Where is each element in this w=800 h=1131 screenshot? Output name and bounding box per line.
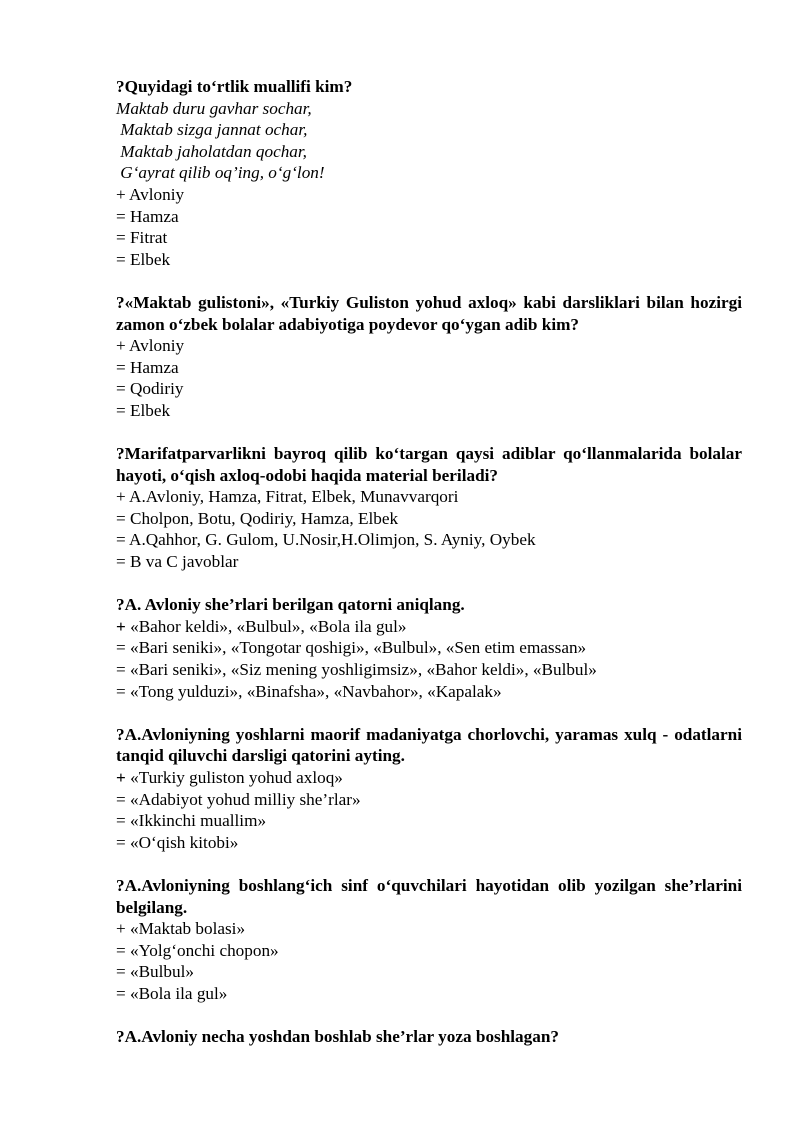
answer-text: «Ikkinchi muallim» [130, 811, 267, 831]
answer-marker: = [116, 508, 130, 528]
answer-marker: + [116, 336, 130, 356]
answer-option [116, 378, 742, 400]
answer-option [116, 357, 742, 379]
answer-text: «Tong yulduzi», «Binafsha», «Navbahor», «Kapalak» [130, 681, 502, 701]
answer-option [116, 637, 742, 659]
answer-option [116, 983, 742, 1005]
answer-text: «Bola ila gul» [130, 983, 228, 1003]
question-block [116, 292, 742, 422]
answer-text: Qodiriy [130, 379, 184, 399]
answer-marker: + [116, 768, 131, 787]
answer-text: «Adabiyot yohud milliy she’rlar» [130, 789, 361, 809]
answer-marker: = [116, 789, 130, 809]
answer-option [116, 961, 742, 983]
question-text: ?A.Avloniyning yoshlarni maorif madaniyatga chorlovchi, yaramas xulq - odatlarni tanqid qiluvchi darsligi qatorini ayting. [116, 724, 742, 766]
answer-text: «Bari seniki», «Siz mening yoshligimsiz», «Bahor keldi», «Bulbul» [130, 660, 597, 680]
answer-text: Hamza [130, 206, 179, 226]
answer-option [116, 551, 742, 573]
answer-marker: = [116, 962, 130, 982]
answer-text: «Yolg‘onchi chopon» [130, 940, 279, 960]
answer-text: «Bari seniki», «Tongotar qoshigi», «Bulbul», «Sen etim emassan» [130, 638, 587, 658]
answer-marker: = [116, 638, 130, 658]
answer-option [116, 529, 742, 551]
verse-line: Maktab jaholatdan qochar, [116, 141, 307, 161]
answer-marker: + [116, 616, 131, 636]
answer-option [116, 810, 742, 832]
question-text: ?«Maktab gulistoni», «Turkiy Guliston yohud axloq» kabi darsliklari bilan hozirgi zamon o‘zbek bolalar adabiyotiga poydevor qo‘ygan adib kim? [116, 292, 742, 334]
answer-option [116, 681, 742, 703]
answer-text: «O‘qish kitobi» [130, 832, 239, 852]
answer-text: A.Avloniy, Hamza, Fitrat, Elbek, Munavvarqori [129, 487, 459, 507]
question-block [116, 875, 742, 1005]
answer-marker: = [116, 811, 130, 831]
answer-text: «Bahor keldi», «Bulbul», «Bola ila gul» [130, 616, 407, 636]
answer-marker: = [116, 400, 130, 420]
answer-marker: = [116, 660, 130, 680]
answer-marker: + [116, 184, 130, 204]
answer-text: Elbek [130, 400, 171, 420]
answer-text: «Bulbul» [130, 962, 194, 982]
answer-marker: = [116, 530, 130, 550]
correct-answer-option [116, 767, 742, 789]
question-text: ?Marifatparvarlikni bayroq qilib ko‘targan qaysi adiblar qo‘llanmalarida bolalar hayoti, o‘qish axloq-odobi haqida material beriladi? [116, 444, 742, 485]
question-block [116, 443, 742, 573]
answer-marker: = [116, 249, 130, 269]
answer-option [116, 508, 742, 530]
answer-text: Hamza [130, 357, 179, 377]
answer-marker: = [116, 357, 130, 377]
answer-marker: = [116, 832, 130, 852]
question-block [116, 76, 742, 270]
answer-text: Cholpon, Botu, Qodiriy, Hamza, Elbek [130, 508, 399, 528]
answer-option [116, 227, 742, 249]
question-block [116, 1026, 742, 1048]
correct-answer-option [116, 918, 742, 940]
answer-marker: = [116, 379, 130, 399]
correct-answer-option [116, 486, 742, 508]
verse-line: Maktab sizga jannat ochar, [116, 120, 308, 140]
answer-text: «Turkiy guliston yohud axloq» [130, 768, 343, 787]
correct-answer-option [116, 184, 742, 206]
answer-marker: + [116, 487, 130, 507]
answer-marker: = [116, 983, 130, 1003]
answer-option [116, 659, 742, 681]
question-text: ?A.Avloniyning boshlang‘ich sinf o‘quvchilari hayotidan olib yozilgan she’rlarini belgilang. [116, 875, 742, 917]
correct-answer-option [116, 616, 742, 638]
answer-text: Avloniy [129, 336, 185, 356]
answer-marker: = [116, 940, 130, 960]
question-text: ?Quyidagi to‘rtlik muallifi kim? [116, 77, 353, 96]
question-list [116, 76, 742, 1048]
answer-text: «Maktab bolasi» [130, 919, 246, 939]
answer-text: Elbek [130, 249, 171, 269]
answer-option [116, 789, 742, 811]
answer-marker: = [116, 552, 130, 572]
answer-marker: = [116, 681, 130, 701]
correct-answer-option [116, 335, 742, 357]
answer-option [116, 249, 742, 271]
answer-text: Avloniy [129, 184, 185, 204]
answer-marker: = [116, 206, 130, 226]
answer-option [116, 400, 742, 422]
question-block [116, 724, 742, 854]
answer-text: B va C javoblar [130, 552, 239, 572]
answer-text: Fitrat [130, 228, 168, 248]
answer-marker: + [116, 919, 130, 939]
answer-option [116, 206, 742, 228]
verse-line: Maktab duru gavhar sochar, [116, 98, 312, 118]
answer-option [116, 940, 742, 962]
question-block [116, 594, 742, 702]
question-text: ?A. Avloniy she’rlari berilgan qatorni aniqlang. [116, 595, 465, 615]
verse-line: G‘ayrat qilib oq’ing, o‘g‘lon! [116, 163, 325, 183]
answer-option [116, 832, 742, 854]
question-text: ?A.Avloniy necha yoshdan boshlab she’rlar yoza boshlagan? [116, 1027, 559, 1047]
answer-marker: = [116, 228, 130, 248]
answer-text: A.Qahhor, G. Gulom, U.Nosir,H.Olimjon, S. Ayniy, Oybek [129, 530, 536, 550]
